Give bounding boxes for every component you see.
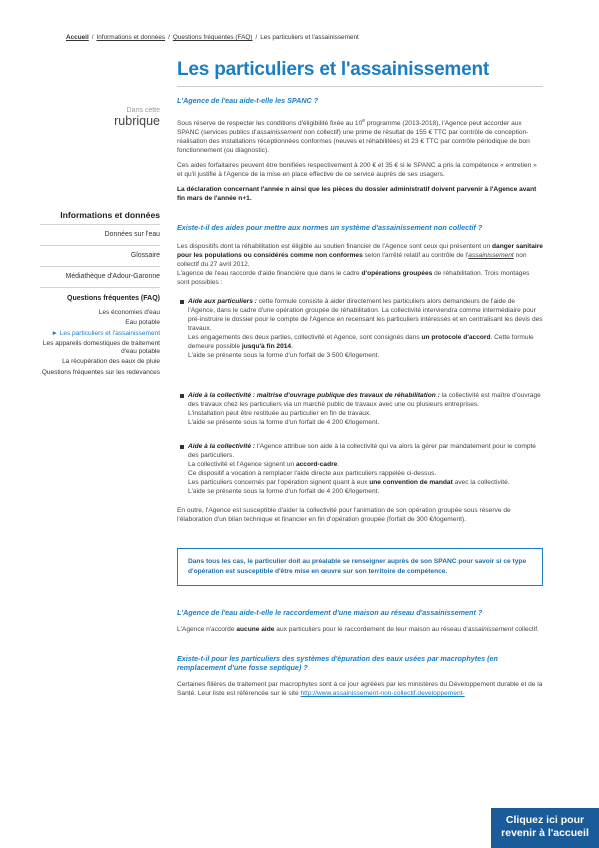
paragraph: Certaines filières de traitement par macrophytes sont à ce jour agréées par les ministères du Développement durable et de la Santé. Leur liste est référencée sur le site http://www.assainissement-non-collectif.developpement- bbox=[177, 681, 543, 698]
sidebar-item-donnees[interactable]: Données sur l'eau bbox=[40, 225, 160, 246]
paragraph: Ces aides forfaitaires peuvent être bonifiées respectivement à 200 € et 35 € si le SPANC a pris la compétence « entretien » et qu'il justifie à l'Agence de la mise en place effective de ce service auprès de ses usagers. bbox=[177, 162, 537, 179]
breadcrumb-home-link[interactable]: Accueil bbox=[66, 34, 89, 41]
list-item: Aide à la collectivité : maîtrise d'ouvrage publique des travaux de réhabilitation : la collectivité est maître d'ouvrage des travaux chez les particuliers via un marché public de travaux avec une ou plusieurs entreprises. L'installation peut être restituée au particulier en fin de travaux. L'aide se présente sous la forme d'un forfait de 4 200 €/logement. bbox=[188, 391, 543, 427]
breadcrumb-current: Les particuliers et l'assainissement bbox=[260, 34, 359, 41]
sidebar-subitem-appareils[interactable]: Les appareils domestiques de traitement d'eau potable bbox=[42, 340, 160, 355]
sidebar-subitem-eau-potable[interactable]: Eau potable bbox=[125, 319, 160, 327]
sidebar-subitem-redevances[interactable]: Questions fréquentes sur les redevances bbox=[41, 369, 160, 377]
question-spanc: L'Agence de l'eau aide-t-elle les SPANC ? bbox=[177, 96, 319, 105]
title-divider bbox=[177, 86, 543, 87]
breadcrumb-separator: / bbox=[255, 34, 258, 41]
info-box: Dans tous les cas, le particulier doit au préalable se renseigner auprès de son SPANC pour savoir si ce type d'opération est susceptible d'être mise en œuvre sur son territoire de compétence. bbox=[177, 548, 543, 586]
breadcrumb-separator: / bbox=[168, 34, 170, 41]
breadcrumb bbox=[66, 34, 359, 41]
question-aides-normes: Existe-t-il des aides pour mettre aux normes un système d'assainissement non collectif ? bbox=[177, 223, 483, 233]
bullet-list bbox=[177, 297, 543, 496]
paragraph: Les dispositifs dont la réhabilitation est éligible au soutien financier de l'Agence sont ceux qui présentent un danger sanitaire pour les populations ou considérés comme non conformes selon l'arrêté relatif au contrôle de l'assainissement non collectif du 27 avril 2012. bbox=[177, 243, 543, 269]
breadcrumb-separator: / bbox=[91, 34, 94, 41]
sidebar-item-mediatheque[interactable]: Médiathèque d'Adour-Garonne bbox=[40, 267, 160, 288]
sidebar-subitem-economies[interactable]: Les économies d'eau bbox=[98, 308, 160, 316]
rubrique-label bbox=[80, 107, 160, 128]
rubrique-small-text: Dans cette bbox=[126, 107, 160, 114]
paragraph: L'agence de l'eau raccorde d'aide financière que dans le cadre d'opérations groupées de réhabilitation. Trois montages sont possibles : bbox=[177, 270, 530, 287]
sidebar-item-glossaire[interactable]: Glossaire bbox=[40, 246, 160, 267]
page-title: Les particuliers et l'assainissement bbox=[177, 59, 490, 80]
paragraph: En outre, l'Agence est susceptible d'aider la collectivité pour l'animation de son opération groupée sous réserve de l'élaboration d'un bilan technique et financier en fin d'opération groupée (forfait de 300 €/logement). bbox=[177, 507, 511, 524]
question-raccordement: L'Agence de l'eau aide-t-elle le raccordement d'une maison au réseau d'assainissement ? bbox=[177, 608, 483, 618]
question-macrophytes: Existe-t-il pour les particuliers des systèmes d'épuration des eaux usées par macrophytes (en remplacement d'une fosse septique) ? bbox=[177, 654, 498, 673]
sidebar-nav bbox=[40, 208, 160, 378]
list-item: Aide à la collectivité : l'Agence attribue son aide à la collectivité qui va alors la gérer par mandatement pour le compte des particuliers. La collectivité et l'Agence signent un accord-cadre. Ce dispositif a vocation à remplacer l'aide directe aux particuliers rappelée ci-dessus. Les particuliers concernés par l'opération signent quant à eux une convention de mandat avec la collectivité. L'aide se présente sous la forme d'un forfait de 4 200 €/logement. bbox=[188, 442, 543, 496]
main-content bbox=[177, 96, 543, 698]
rubrique-big-text: rubrique bbox=[114, 114, 160, 128]
paragraph: Sous réserve de respecter les conditions d'éligibilité fixée au 10e programme (2013-2018), l'Agence peut accorder aux SPANC (services publics d'assainissement non collectif) une prime de résultat de 155 € TTC par contrôle de conception-réalisation des installations réceptionnées conformes (neuves et réhabilitées) et 23 € TTC par contrôle périodique de bon fonctionnement (ou diagnostic). bbox=[177, 118, 530, 155]
assainissement-site-link[interactable]: http://www.assainissement-non-collectif.developpement- bbox=[300, 690, 465, 698]
sidebar-item-faq[interactable]: Questions fréquentes (FAQ) bbox=[67, 295, 160, 302]
paragraph: L'Agence n'accorde aucune aide aux particuliers pour le raccordement de leur maison au réseau d'assainissement collectif. bbox=[177, 626, 539, 634]
paragraph-bold: La déclaration concernant l'année n ainsi que les pièces du dossier administratif doivent parvenir à l'Agence avant fin mars de l'année n+1. bbox=[177, 186, 537, 203]
sidebar-heading[interactable]: Informations et données bbox=[40, 208, 160, 225]
breadcrumb-faq-link[interactable]: Questions fréquentes (FAQ) bbox=[172, 34, 253, 41]
breadcrumb-informations-link[interactable]: Informations et données bbox=[96, 34, 166, 41]
back-to-home-button[interactable]: Cliquez ici pour revenir à l'accueil bbox=[491, 808, 599, 848]
list-item: Aide aux particuliers : cette formule consiste à aider directement les particuliers alors demandeurs de l'aide de l'Agence, dans le cadre d'une opération groupée de réhabilitation. La collectivité interviendra comme intermédiaire pour pré-instruire le dossier pour le compte de l'Agence en recensant les particuliers intéressés et en centralisant les devis des travaux. Les engagements des deux parties, collectivité et Agence, sont consignés dans un protocole d'accord. Cette formule demeure possible jusqu'à fin 2014. L'aide se présente sous la forme d'un forfait de 3 500 €/logement. bbox=[188, 298, 543, 360]
sidebar-subitem-particuliers[interactable]: ► Les particuliers et l'assainissement bbox=[51, 329, 160, 337]
sidebar-subitem-recuperation[interactable]: La récupération des eaux de pluie bbox=[62, 358, 160, 366]
